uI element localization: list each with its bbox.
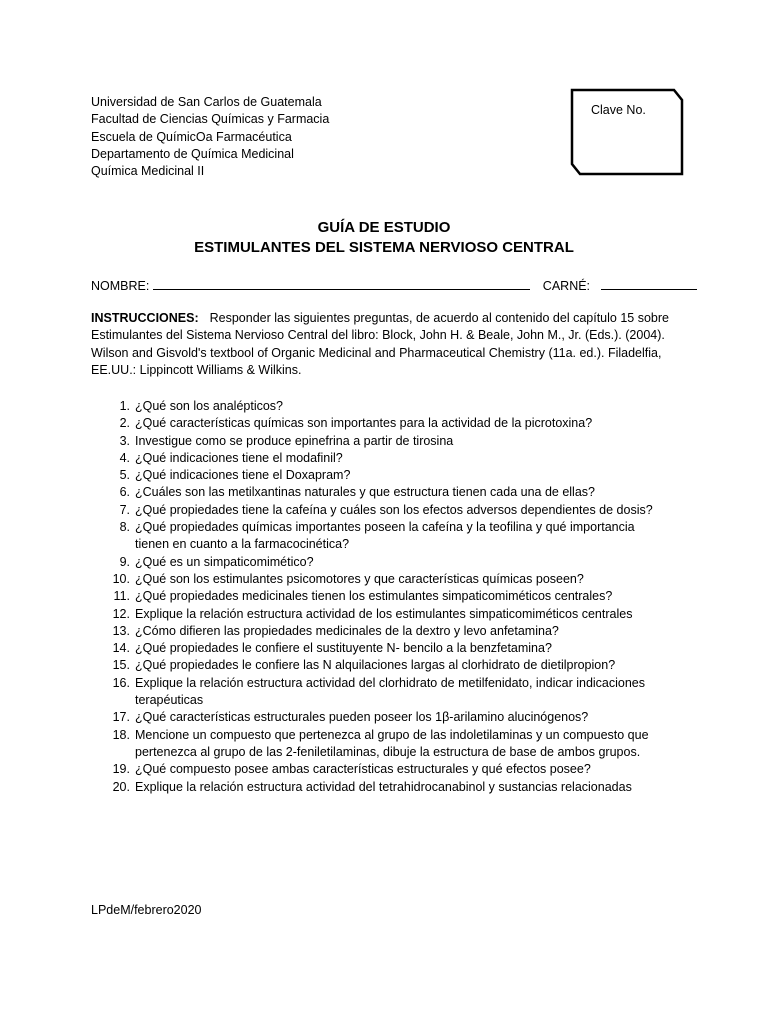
question-item xyxy=(106,588,686,605)
document-title xyxy=(0,218,768,258)
question-text: Explique la relación estructura actividad del clorhidrato de metilfenidato, indicar indicaciones xyxy=(135,675,646,690)
question-item xyxy=(106,675,686,710)
question-number: 1. xyxy=(119,399,130,413)
question-item xyxy=(106,433,686,450)
question-text: Explique la relación estructura actividad del tetrahidrocanabinol y sustancias relacionadas xyxy=(135,779,632,794)
header-faculty: Facultad de Ciencias Químicas y Farmacia xyxy=(91,112,330,127)
question-number: 10. xyxy=(112,571,130,586)
question-item xyxy=(106,415,686,432)
header-school: Escuela de QuímicOa Farmacéutica xyxy=(91,129,292,144)
instructions xyxy=(91,310,691,379)
title-line-1: GUÍA DE ESTUDIO xyxy=(317,219,451,236)
question-text: ¿Qué indicaciones tiene el modafinil? xyxy=(135,450,343,465)
question-number: 8. xyxy=(119,520,130,535)
question-text: ¿Qué son los analépticos? xyxy=(135,399,284,413)
question-text: ¿Qué propiedades químicas importantes poseen la cafeína y la teofilina y qué importancia xyxy=(135,520,635,535)
question-text: ¿Qué propiedades medicinales tienen los estimulantes simpaticomiméticos centrales? xyxy=(135,589,613,604)
name-field[interactable] xyxy=(153,277,530,290)
header-course: Química Medicinal II xyxy=(91,164,205,179)
title-line-2: ESTIMULANTES DEL SISTEMA NERVIOSO CENTRAL xyxy=(194,239,574,256)
question-item xyxy=(106,571,686,588)
question-number: 3. xyxy=(119,433,130,448)
question-number: 20. xyxy=(112,779,130,794)
clave-box-outline xyxy=(570,88,684,176)
question-item xyxy=(106,727,686,762)
question-text: ¿Qué es un simpaticomimético? xyxy=(135,554,314,569)
instructions-line: EE.UU.: Lippincott Williams & Wilkins. xyxy=(91,362,302,377)
question-item xyxy=(106,779,686,796)
name-carne-row xyxy=(91,277,697,293)
question-number: 4. xyxy=(119,450,130,465)
carne-label: CARNÉ: xyxy=(542,279,591,293)
footer-signature: LPdeM/febrero2020 xyxy=(91,903,202,917)
question-number: 18. xyxy=(112,727,130,742)
question-item xyxy=(106,398,686,415)
question-item xyxy=(106,502,686,519)
question-number: 11. xyxy=(113,589,130,604)
instructions-line: Wilson and Gisvold's textbool of Organic Medicinal and Pharmaceutical Chemistry (11a. ed.). Filadelfia, xyxy=(91,345,662,360)
question-item xyxy=(106,519,686,554)
question-item xyxy=(106,484,686,501)
question-number: 2. xyxy=(119,416,130,431)
question-item xyxy=(106,761,686,778)
question-text: ¿Qué características químicas son importantes para la actividad de la picrotoxina? xyxy=(135,416,593,431)
question-number: 17. xyxy=(112,710,130,725)
question-text: ¿Cuáles son las metilxantinas naturales y que estructura tienen cada una de ellas? xyxy=(135,485,595,500)
question-number: 5. xyxy=(119,468,130,483)
question-number: 12. xyxy=(112,606,130,621)
question-item xyxy=(106,606,686,623)
question-list xyxy=(106,398,686,796)
question-text: ¿Cómo difieren las propiedades medicinales de la dextro y levo anfetamina? xyxy=(135,623,559,638)
question-number: 19. xyxy=(112,762,130,777)
header-university: Universidad de San Carlos de Guatemala xyxy=(91,95,322,109)
clave-box xyxy=(570,88,684,176)
instructions-line: Estimulantes del Sistema Nervioso Central del libro: Block, John H. & Beale, John M., Jr. (Eds.). (2004). xyxy=(91,328,665,343)
question-item xyxy=(106,623,686,640)
question-text: Investigue como se produce epinefrina a partir de tirosina xyxy=(135,433,454,448)
question-item xyxy=(106,640,686,657)
question-number: 9. xyxy=(119,554,130,569)
question-number: 7. xyxy=(119,502,130,517)
question-text: ¿Qué propiedades le confiere el sustituyente N- bencilo a la benzfetamina? xyxy=(135,641,552,656)
question-number: 15. xyxy=(112,658,130,673)
institution-header xyxy=(91,94,329,180)
question-number: 14. xyxy=(112,641,130,656)
instructions-line: Responder las siguientes preguntas, de acuerdo al contenido del capítulo 15 sobre xyxy=(209,311,669,325)
question-text: terapéuticas xyxy=(135,693,204,708)
question-text: ¿Qué compuesto posee ambas características estructurales y qué efectos posee? xyxy=(135,762,591,777)
question-number: 6. xyxy=(119,485,130,500)
question-text: Explique la relación estructura actividad de los estimulantes simpaticomiméticos centrales xyxy=(135,606,633,621)
question-text: ¿Qué propiedades le confiere las N alquilaciones largas al clorhidrato de dietilpropion? xyxy=(135,658,616,673)
carne-field[interactable] xyxy=(601,277,697,290)
question-text: ¿Qué indicaciones tiene el Doxapram? xyxy=(135,468,351,483)
clave-label: Clave No. xyxy=(591,103,646,117)
question-item xyxy=(106,554,686,571)
question-item xyxy=(106,467,686,484)
question-number: 16. xyxy=(112,675,130,690)
name-label: NOMBRE: xyxy=(91,279,150,293)
question-text: ¿Qué son los estimulantes psicomotores y que características químicas poseen? xyxy=(135,571,584,586)
question-number: 13. xyxy=(112,623,130,638)
question-text: pertenezca al grupo de las 2-feniletilaminas, dibuje la estructura de base de ambos grupos. xyxy=(135,744,641,759)
question-text: Mencione un compuesto que pertenezca al grupo de las indoletilaminas y un compuesto que xyxy=(135,727,649,742)
question-item xyxy=(106,450,686,467)
question-text: ¿Qué propiedades tiene la cafeína y cuáles son los efectos adversos dependientes de dosis? xyxy=(135,502,653,517)
question-item xyxy=(106,709,686,726)
question-item xyxy=(106,657,686,674)
question-text: tienen en cuanto a la farmacocinética? xyxy=(135,537,350,552)
header-department: Departamento de Química Medicinal xyxy=(91,146,294,161)
instructions-label: INSTRUCCIONES: xyxy=(91,311,199,325)
question-text: ¿Qué características estructurales pueden poseer los 1β-arilamino alucinógenos? xyxy=(135,710,589,725)
